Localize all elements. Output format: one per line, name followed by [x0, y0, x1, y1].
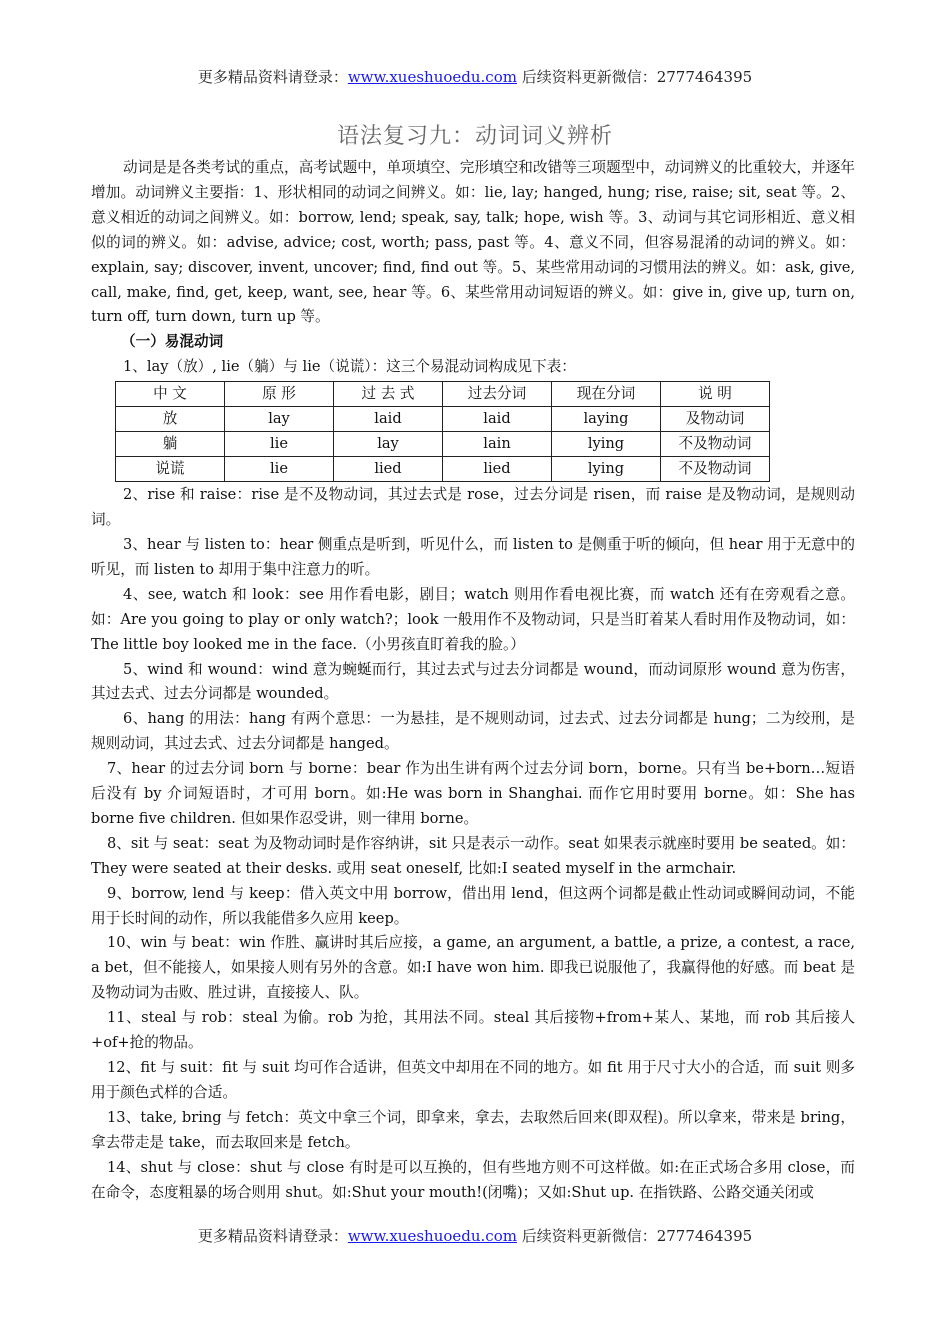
intro-paragraph: 动词是是各类考试的重点，高考试题中，单项填空、完形填空和改错等三项题型中，动词辨义的比重较大，并逐年增加。动词辨义主要指：1、形状相同的动词之间辨义。如：lie, lay; hanged, hung; rise, raise; sit, seat 等。2、意义相近的动词之间辨义。如：borrow, lend; speak, say, talk; hope, wish 等。3、动词与其它词形相近、意义相似的词的辨义。如：advise, advice; cost, worth; pass, past 等。4、意义不同，但容易混淆的动词的辨义。如：explain, say; discover, invent, uncover; find, find out 等。5、某些常用动词的习惯用法的辨义。如：ask, give, call, make, find, get, keep, want, see, hear 等。6、某些常用动词短语的辨义。如：give in, give up, turn on, turn off, turn down, turn up 等。	[91, 159, 855, 326]
item-3: 3、hear 与 listen to：hear 侧重点是听到，听见什么，而 listen to 是侧重于听的倾向，但 hear 用于无意中的听见，而 listen to 却用于集中注意力的听。	[91, 535, 855, 578]
table-header-cell: 过去分词	[443, 382, 552, 407]
table-cell: lied	[443, 457, 552, 482]
footer-suffix: 后续资料更新微信：2777464395	[516, 1227, 753, 1245]
table-cell: 说谎	[116, 457, 225, 482]
item-2: 2、rise 和 raise：rise 是不及物动词，其过去式是 rose，过去分词是 risen，而 raise 是及物动词，是规则动词。	[91, 486, 855, 529]
table-cell: 及物动词	[661, 407, 770, 432]
item-7: 7、hear 的过去分词 born 与 borne：bear 作为出生讲有两个过去分词 born，borne。只有当 be+born…短语后没有 by 介词短语时，才可用 born。如:He was born in Shanghai. 而作它用时要用 borne。如：She has borne five children. 但如果作忍受讲，则一律用 borne。	[91, 760, 855, 827]
table-cell: lay	[225, 407, 334, 432]
item-1: 1、lay（放）, lie（躺）与 lie（说谎）：这三个易混动词构成见下表：	[123, 358, 576, 376]
item-11: 11、steal 与 rob：steal 为偷。rob 为抢，其用法不同。steal 其后接物+from+某人、某地，而 rob 其后接人+of+抢的物品。	[91, 1009, 855, 1052]
table-cell: 放	[116, 407, 225, 432]
footer-link[interactable]: www.xueshuoedu.com	[347, 1227, 517, 1245]
footer-prefix: 更多精品资料请登录：	[197, 1227, 348, 1245]
item-4: 4、see, watch 和 look：see 用作看电影，剧目；watch 则用作看电视比赛，而 watch 还有在旁观看之意。如：Are you going to play or only watch?；look 一般用作不及物动词，只是当盯着某人看时用作及物动词，如：The little boy looked me in the face.（小男孩直盯着我的脸。）	[91, 585, 855, 653]
page-title: 语法复习九：动词词义辨析	[336, 124, 613, 149]
item-10: 10、win 与 beat：win 作胜、赢讲时其后应接，a game, an argument, a battle, a prize, a contest, a race, a bet，但不能接人，如果接人则有另外的含意。如:I have won him. 即我已说服他了，我赢得他的好感。而 beat 是及物动词为击败、胜过讲，直接接人、队。	[91, 934, 855, 1002]
table-cell: 不及物动词	[661, 457, 770, 482]
section-title: （一）易混动词	[121, 333, 224, 351]
table-cell: lay	[334, 432, 443, 457]
item-12: 12、fit 与 suit：fit 与 suit 均可作合适讲，但英文中却用在不同的地方。如 fit 用于尺寸大小的合适，而 suit 则多用于颜色式样的合适。	[91, 1059, 855, 1101]
table-header-row	[116, 382, 770, 407]
table-cell: 躺	[116, 432, 225, 457]
document-body	[91, 156, 855, 1205]
table-cell: lie	[225, 457, 334, 482]
item-14: 14、shut 与 close：shut 与 close 有时是可以互换的，但有些地方则不可这样做。如:在正式场合多用 close，而在命令，态度粗暴的场合则用 shut。如:Shut your mouth!(闭嘴)；又如:Shut up. 在指铁路、公路交通关闭或	[91, 1158, 855, 1201]
conjugation-table	[115, 381, 770, 482]
table-cell: lie	[225, 432, 334, 457]
header-prefix: 更多精品资料请登录：	[197, 68, 348, 86]
table-cell: lying	[552, 432, 661, 457]
table-row	[116, 457, 770, 482]
header-suffix: 后续资料更新微信：2777464395	[516, 68, 753, 86]
item-13: 13、take, bring 与 fetch：英文中拿三个词，即拿来，拿去，去取然后回来(即双程)。所以拿来，带来是 bring，拿去带走是 take，而去取回来是 fetch。	[91, 1108, 855, 1151]
item-8: 8、sit 与 seat：seat 为及物动词时是作容纳讲，sit 只是表示一动作。seat 如果表示就座时要用 be seated。如：They were seated at their desks. 或用 seat oneself, 比如:I seated myself in the armchair.	[91, 834, 855, 877]
table-cell: 不及物动词	[661, 432, 770, 457]
table-cell: lied	[334, 457, 443, 482]
table-header-cell: 原 形	[225, 382, 334, 407]
table-cell: laying	[552, 407, 661, 432]
item-5: 5、wind 和 wound：wind 意为蜿蜒而行，其过去式与过去分词都是 wound，而动词原形 wound 意为伤害，其过去式、过去分词都是 wounded。	[91, 660, 855, 703]
header-link[interactable]: www.xueshuoedu.com	[347, 68, 517, 86]
table-header-cell: 说 明	[661, 382, 770, 407]
item-6: 6、hang 的用法：hang 有两个意思：一为悬挂，是不规则动词，过去式、过去分词都是 hung；二为绞刑，是规则动词，其过去式、过去分词都是 hanged。	[91, 710, 855, 753]
page-footer	[0, 1226, 950, 1246]
table-row	[116, 407, 770, 432]
table-cell: lain	[443, 432, 552, 457]
page-header	[0, 67, 950, 87]
table-cell: laid	[334, 407, 443, 432]
table-row	[116, 432, 770, 457]
table-header-cell: 现在分词	[552, 382, 661, 407]
item-9: 9、borrow, lend 与 keep：借入英文中用 borrow，借出用 lend，但这两个词都是截止性动词或瞬间动词，不能用于长时间的动作，所以我能借多久应用 keep。	[91, 884, 855, 927]
table-cell: lying	[552, 457, 661, 482]
table-header-cell: 过 去 式	[334, 382, 443, 407]
table-header-cell: 中 文	[116, 382, 225, 407]
table-cell: laid	[443, 407, 552, 432]
